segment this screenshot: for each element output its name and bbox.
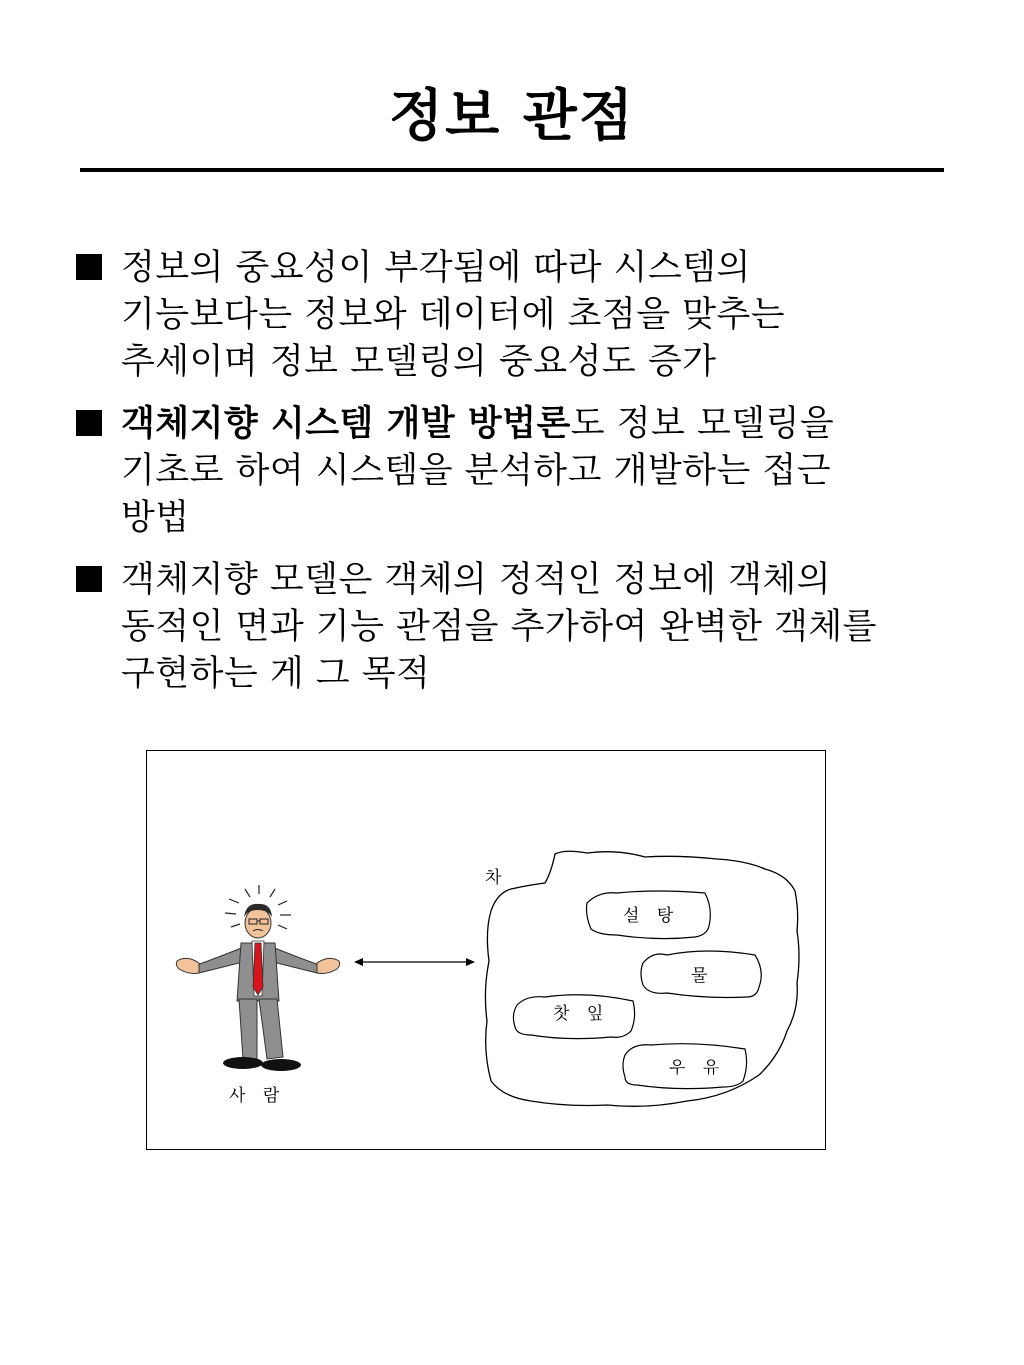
square-bullet-icon bbox=[76, 410, 102, 436]
bullet-item-2 bbox=[76, 400, 956, 542]
person-label: 사 람 bbox=[229, 1086, 286, 1106]
bullet-list bbox=[76, 244, 956, 712]
bullet-item-3 bbox=[76, 556, 956, 698]
milk-label: 우 유 bbox=[669, 1058, 726, 1078]
bullet-body-2: 도 정보 모델링을 기초로 하여 시스템을 분석하고 개발하는 접근 방법 bbox=[121, 404, 835, 538]
bullet-text-1 bbox=[121, 244, 956, 386]
object-diagram bbox=[146, 750, 826, 1150]
title-divider bbox=[80, 168, 944, 172]
double-arrow-icon bbox=[354, 958, 475, 966]
bullet-body-1: 정보의 중요성이 부각됨에 따라 시스템의 기능보다는 정보와 데이터에 초점을 맞추는 추세이며 정보 모델링의 중요성도 증가 bbox=[121, 248, 786, 382]
bullet-body-3: 객체지향 모델은 객체의 정적인 정보에 객체의 동적인 면과 기능 관점을 추가하여 완벽한 객체를 구현하는 게 그 목적 bbox=[121, 560, 877, 694]
tea-leaves-label: 찻 잎 bbox=[553, 1004, 610, 1024]
bullet-bold-2: 객체지향 시스템 개발 방법론 bbox=[121, 403, 571, 444]
bullet-text-3 bbox=[121, 556, 956, 698]
tea-label: 차 bbox=[485, 868, 508, 888]
water-label: 물 bbox=[691, 966, 714, 986]
square-bullet-icon bbox=[76, 254, 102, 280]
bullet-text-2 bbox=[121, 400, 956, 542]
person-clipart-icon bbox=[176, 885, 339, 1071]
sugar-label: 설 탕 bbox=[623, 906, 680, 926]
bullet-item-1 bbox=[76, 244, 956, 386]
square-bullet-icon bbox=[76, 566, 102, 592]
page-title: 정보 관점 bbox=[389, 84, 635, 149]
